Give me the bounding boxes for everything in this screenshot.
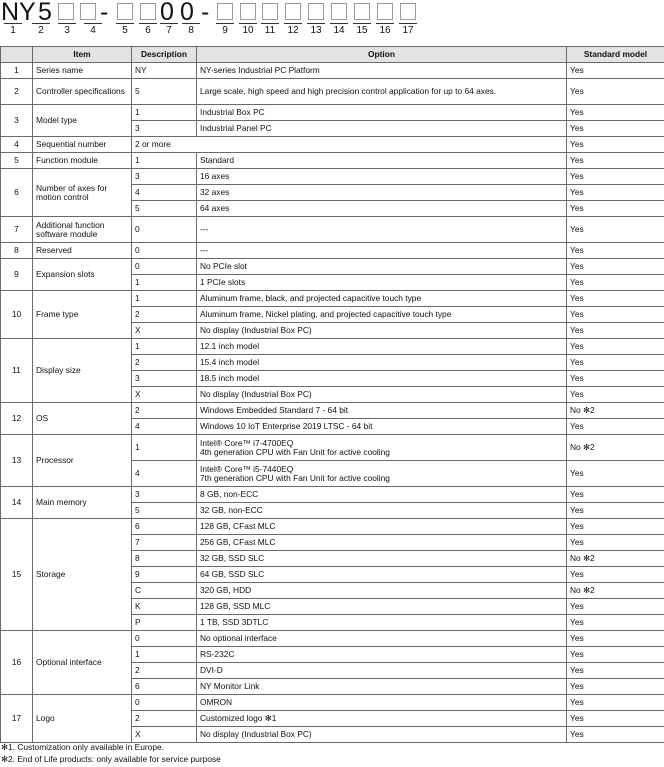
cell-option: No optional interface bbox=[197, 631, 567, 647]
table-row bbox=[1, 435, 664, 461]
cell-item-name: Display size bbox=[33, 339, 132, 403]
code-position-number: 7 bbox=[166, 25, 172, 36]
code-position-number: 5 bbox=[122, 25, 128, 36]
cell-option: 32 GB, SSD SLC bbox=[197, 551, 567, 567]
cell-option: 12.1 inch model bbox=[197, 339, 567, 355]
cell-standard-model: Yes bbox=[567, 461, 664, 487]
cell-standard-model: Yes bbox=[567, 291, 664, 307]
cell-standard-model: Yes bbox=[567, 105, 664, 121]
cell-description: P bbox=[132, 615, 197, 631]
cell-item-number: 11 bbox=[1, 339, 33, 403]
cell-description: 2 bbox=[132, 663, 197, 679]
cell-description: X bbox=[132, 387, 197, 403]
cell-description: 5 bbox=[132, 79, 197, 105]
cell-description: 1 bbox=[132, 153, 197, 169]
cell-item-name: Function module bbox=[33, 153, 132, 169]
cell-description: NY bbox=[132, 63, 197, 79]
cell-option: --- bbox=[197, 217, 567, 243]
table-row bbox=[1, 259, 664, 275]
header-standard-model: Standard model bbox=[567, 47, 664, 63]
code-underline bbox=[160, 23, 178, 24]
cell-option: Industrial Box PC bbox=[197, 105, 567, 121]
cell-description: X bbox=[132, 727, 197, 743]
cell-item-name: Optional interface bbox=[33, 631, 132, 695]
cell-option: Industrial Panel PC bbox=[197, 121, 567, 137]
cell-item-number: 3 bbox=[1, 105, 33, 137]
code-box-16 bbox=[377, 3, 393, 20]
cell-description: 1 bbox=[132, 435, 197, 461]
code-underline bbox=[32, 23, 50, 24]
cell-option: 256 GB, CFast MLC bbox=[197, 535, 567, 551]
cell-item-name: Controller specifications bbox=[33, 79, 132, 105]
cell-item-number: 10 bbox=[1, 291, 33, 339]
cell-description: 1 bbox=[132, 105, 197, 121]
cell-option: 1 PCIe slots bbox=[197, 275, 567, 291]
code-box-12 bbox=[285, 3, 301, 20]
cell-standard-model: Yes bbox=[567, 121, 664, 137]
code-box-13 bbox=[308, 3, 324, 20]
cell-description: 2 bbox=[132, 355, 197, 371]
cell-description: 4 bbox=[132, 419, 197, 435]
table-body bbox=[1, 63, 664, 743]
cell-item-name: Model type bbox=[33, 105, 132, 137]
table-header-row bbox=[1, 47, 664, 63]
code-char-zero-8: 0 bbox=[180, 0, 194, 26]
code-box-17 bbox=[400, 3, 416, 20]
cell-description: 2 or more bbox=[132, 137, 567, 153]
code-box-14 bbox=[331, 3, 347, 20]
table-row bbox=[1, 291, 664, 307]
cell-standard-model: Yes bbox=[567, 387, 664, 403]
code-box-5 bbox=[117, 3, 133, 20]
cell-standard-model: Yes bbox=[567, 487, 664, 503]
cell-option: 320 GB, HDD bbox=[197, 583, 567, 599]
table-row bbox=[1, 153, 664, 169]
cell-item-number: 7 bbox=[1, 217, 33, 243]
code-box-10 bbox=[240, 3, 256, 20]
cell-description: 0 bbox=[132, 243, 197, 259]
cell-standard-model: Yes bbox=[567, 695, 664, 711]
cell-option-line-2: 7th generation CPU with Fan Unit for active cooling bbox=[200, 472, 390, 483]
cell-option: 16 axes bbox=[197, 169, 567, 185]
table-row bbox=[1, 169, 664, 185]
header-description: Description bbox=[132, 47, 197, 63]
code-underline bbox=[239, 23, 257, 24]
cell-standard-model: No ✻2 bbox=[567, 551, 664, 567]
code-underline bbox=[116, 23, 134, 24]
table-row bbox=[1, 631, 664, 647]
code-char-5: 5 bbox=[38, 0, 52, 26]
cell-item-name: Reserved bbox=[33, 243, 132, 259]
code-underline bbox=[139, 23, 157, 24]
cell-standard-model: Yes bbox=[567, 371, 664, 387]
cell-description: 3 bbox=[132, 371, 197, 387]
cell-option: Aluminum frame, Nickel plating, and projected capacitive touch type bbox=[197, 307, 567, 323]
cell-option-line-1: Intel® Core™ i7-4700EQ bbox=[200, 437, 294, 448]
header-no bbox=[1, 47, 33, 63]
code-underline bbox=[330, 23, 348, 24]
cell-description: 4 bbox=[132, 185, 197, 201]
cell-description: 1 bbox=[132, 275, 197, 291]
cell-standard-model: Yes bbox=[567, 63, 664, 79]
cell-option: --- bbox=[197, 243, 567, 259]
cell-option: 1 TB, SSD 3DTLC bbox=[197, 615, 567, 631]
cell-option: 32 GB, non-ECC bbox=[197, 503, 567, 519]
cell-description: 0 bbox=[132, 217, 197, 243]
cell-standard-model: Yes bbox=[567, 355, 664, 371]
cell-standard-model: Yes bbox=[567, 419, 664, 435]
cell-standard-model: Yes bbox=[567, 217, 664, 243]
cell-standard-model: Yes bbox=[567, 711, 664, 727]
cell-item-name: Processor bbox=[33, 435, 132, 487]
cell-standard-model: No ✻2 bbox=[567, 583, 664, 599]
cell-option: DVI-D bbox=[197, 663, 567, 679]
code-box-11 bbox=[262, 3, 278, 20]
code-position-number: 9 bbox=[222, 25, 228, 36]
code-char-n: N bbox=[1, 0, 20, 26]
table-row bbox=[1, 243, 664, 259]
cell-option: 64 GB, SSD SLC bbox=[197, 567, 567, 583]
cell-option: NY-series Industrial PC Platform bbox=[197, 63, 567, 79]
model-code bbox=[0, 0, 664, 40]
code-position-number: 17 bbox=[402, 25, 414, 36]
cell-option: OMRON bbox=[197, 695, 567, 711]
cell-standard-model: No ✻2 bbox=[567, 435, 664, 461]
code-box-9 bbox=[217, 3, 233, 20]
cell-option: Aluminum frame, black, and projected capacitive touch type bbox=[197, 291, 567, 307]
code-dash-1: - bbox=[100, 0, 109, 26]
cell-option: 8 GB, non-ECC bbox=[197, 487, 567, 503]
cell-standard-model: Yes bbox=[567, 663, 664, 679]
cell-description: 3 bbox=[132, 121, 197, 137]
cell-item-number: 8 bbox=[1, 243, 33, 259]
cell-item-name: Sequential number bbox=[33, 137, 132, 153]
code-position-number: 1 bbox=[10, 25, 16, 36]
cell-standard-model: Yes bbox=[567, 243, 664, 259]
cell-standard-model: Yes bbox=[567, 519, 664, 535]
cell-description: 2 bbox=[132, 307, 197, 323]
cell-standard-model: Yes bbox=[567, 647, 664, 663]
code-underline bbox=[307, 23, 325, 24]
table-row bbox=[1, 487, 664, 503]
cell-standard-model: Yes bbox=[567, 727, 664, 743]
cell-item-name: Expansion slots bbox=[33, 259, 132, 291]
cell-standard-model: Yes bbox=[567, 339, 664, 355]
cell-description: C bbox=[132, 583, 197, 599]
cell-description: 6 bbox=[132, 519, 197, 535]
cell-option: 18.5 inch model bbox=[197, 371, 567, 387]
cell-standard-model: Yes bbox=[567, 201, 664, 217]
code-position-number: 13 bbox=[310, 25, 322, 36]
cell-standard-model: Yes bbox=[567, 137, 664, 153]
code-underline bbox=[353, 23, 371, 24]
cell-option-line-1: Intel® Core™ i5-7440EQ bbox=[200, 463, 294, 474]
cell-option: 128 GB, SSD MLC bbox=[197, 599, 567, 615]
footnotes bbox=[1, 741, 221, 765]
cell-item-name: Series name bbox=[33, 63, 132, 79]
cell-item-number: 5 bbox=[1, 153, 33, 169]
code-position-number: 12 bbox=[287, 25, 299, 36]
cell-option: Customized logo ✻1 bbox=[197, 711, 567, 727]
cell-item-number: 13 bbox=[1, 435, 33, 487]
code-underline bbox=[4, 23, 22, 24]
code-underline bbox=[261, 23, 279, 24]
cell-standard-model: Yes bbox=[567, 599, 664, 615]
cell-item-number: 1 bbox=[1, 63, 33, 79]
code-box-6 bbox=[140, 3, 156, 20]
cell-option: No display (Industrial Box PC) bbox=[197, 727, 567, 743]
code-underline bbox=[376, 23, 394, 24]
code-position-number: 10 bbox=[242, 25, 254, 36]
cell-standard-model: Yes bbox=[567, 567, 664, 583]
code-box-15 bbox=[354, 3, 370, 20]
header-option: Option bbox=[197, 47, 567, 63]
code-underline bbox=[216, 23, 234, 24]
cell-item-number: 9 bbox=[1, 259, 33, 291]
cell-item-number: 2 bbox=[1, 79, 33, 105]
code-box-4 bbox=[80, 3, 96, 20]
code-underline bbox=[182, 23, 200, 24]
cell-option: NY Monitor Link bbox=[197, 679, 567, 695]
code-char-y: Y bbox=[19, 0, 36, 26]
cell-description: 0 bbox=[132, 695, 197, 711]
code-position-number: 15 bbox=[356, 25, 368, 36]
cell-standard-model: Yes bbox=[567, 79, 664, 105]
cell-option: 64 axes bbox=[197, 201, 567, 217]
cell-item-name: Frame type bbox=[33, 291, 132, 339]
cell-standard-model: Yes bbox=[567, 185, 664, 201]
cell-option bbox=[197, 435, 567, 461]
code-position-number: 6 bbox=[145, 25, 151, 36]
cell-item-name: Storage bbox=[33, 519, 132, 631]
code-position-number: 8 bbox=[188, 25, 194, 36]
cell-standard-model: Yes bbox=[567, 307, 664, 323]
table-row bbox=[1, 519, 664, 535]
code-position-number: 11 bbox=[264, 25, 276, 36]
cell-item-name: OS bbox=[33, 403, 132, 435]
cell-standard-model: No ✻2 bbox=[567, 403, 664, 419]
cell-standard-model: Yes bbox=[567, 153, 664, 169]
cell-description: 6 bbox=[132, 679, 197, 695]
cell-option: No PCIe slot bbox=[197, 259, 567, 275]
table-row bbox=[1, 137, 664, 153]
cell-item-name: Number of axes for motion control bbox=[33, 169, 132, 217]
cell-item-number: 15 bbox=[1, 519, 33, 631]
cell-description: 1 bbox=[132, 339, 197, 355]
cell-item-number: 4 bbox=[1, 137, 33, 153]
cell-item-name: Main memory bbox=[33, 487, 132, 519]
code-char-zero-7: 0 bbox=[160, 0, 174, 26]
code-position-number: 2 bbox=[38, 25, 44, 36]
code-position-number: 4 bbox=[90, 25, 96, 36]
model-spec-table bbox=[0, 46, 664, 743]
table-row bbox=[1, 63, 664, 79]
cell-standard-model: Yes bbox=[567, 615, 664, 631]
cell-description: X bbox=[132, 323, 197, 339]
table-row bbox=[1, 695, 664, 711]
cell-item-number: 16 bbox=[1, 631, 33, 695]
cell-option: Windows 10 IoT Enterprise 2019 LTSC - 64 bit bbox=[197, 419, 567, 435]
cell-description: 5 bbox=[132, 503, 197, 519]
footnote-1: ✻1. Customization only available in Europe. bbox=[1, 742, 164, 752]
header-item: Item bbox=[33, 47, 132, 63]
table-row bbox=[1, 339, 664, 355]
code-underline bbox=[284, 23, 302, 24]
table-row bbox=[1, 217, 664, 243]
cell-description: 3 bbox=[132, 169, 197, 185]
code-box-3 bbox=[58, 3, 74, 20]
cell-description: K bbox=[132, 599, 197, 615]
code-dash-2: - bbox=[201, 0, 210, 26]
code-position-number: 16 bbox=[379, 25, 391, 36]
cell-description: 0 bbox=[132, 631, 197, 647]
cell-standard-model: Yes bbox=[567, 323, 664, 339]
cell-standard-model: Yes bbox=[567, 259, 664, 275]
table-row bbox=[1, 105, 664, 121]
cell-description: 2 bbox=[132, 403, 197, 419]
cell-item-name: Logo bbox=[33, 695, 132, 743]
code-underline bbox=[84, 23, 102, 24]
table-row bbox=[1, 79, 664, 105]
cell-description: 4 bbox=[132, 461, 197, 487]
code-underline bbox=[58, 23, 76, 24]
cell-standard-model: Yes bbox=[567, 535, 664, 551]
cell-description: 7 bbox=[132, 535, 197, 551]
cell-description: 9 bbox=[132, 567, 197, 583]
cell-option: No display (Industrial Box PC) bbox=[197, 387, 567, 403]
cell-option: Windows Embedded Standard 7 - 64 bit bbox=[197, 403, 567, 419]
cell-standard-model: Yes bbox=[567, 503, 664, 519]
cell-description: 0 bbox=[132, 259, 197, 275]
cell-description: 8 bbox=[132, 551, 197, 567]
cell-description: 1 bbox=[132, 647, 197, 663]
cell-description: 3 bbox=[132, 487, 197, 503]
code-underline bbox=[399, 23, 417, 24]
cell-standard-model: Yes bbox=[567, 631, 664, 647]
cell-option: Large scale, high speed and high precision control application for up to 64 axes. bbox=[197, 79, 567, 105]
cell-item-number: 14 bbox=[1, 487, 33, 519]
cell-option bbox=[197, 461, 567, 487]
cell-description: 5 bbox=[132, 201, 197, 217]
footnote-2: ✻2. End of Life products: only available for service purpose bbox=[1, 754, 221, 764]
cell-item-number: 12 bbox=[1, 403, 33, 435]
cell-standard-model: Yes bbox=[567, 679, 664, 695]
cell-option: 32 axes bbox=[197, 185, 567, 201]
cell-option-line-2: 4th generation CPU with Fan Unit for active cooling bbox=[200, 446, 390, 457]
code-position-number: 3 bbox=[64, 25, 70, 36]
code-position-number: 14 bbox=[333, 25, 345, 36]
cell-option: 128 GB, CFast MLC bbox=[197, 519, 567, 535]
cell-item-number: 6 bbox=[1, 169, 33, 217]
cell-option: No display (Industrial Box PC) bbox=[197, 323, 567, 339]
cell-description: 2 bbox=[132, 711, 197, 727]
table-row bbox=[1, 403, 664, 419]
cell-option: 15.4 inch model bbox=[197, 355, 567, 371]
cell-description: 1 bbox=[132, 291, 197, 307]
cell-standard-model: Yes bbox=[567, 275, 664, 291]
cell-option: RS-232C bbox=[197, 647, 567, 663]
cell-standard-model: Yes bbox=[567, 169, 664, 185]
cell-item-name: Additional function software module bbox=[33, 217, 132, 243]
cell-option: Standard bbox=[197, 153, 567, 169]
cell-item-number: 17 bbox=[1, 695, 33, 743]
